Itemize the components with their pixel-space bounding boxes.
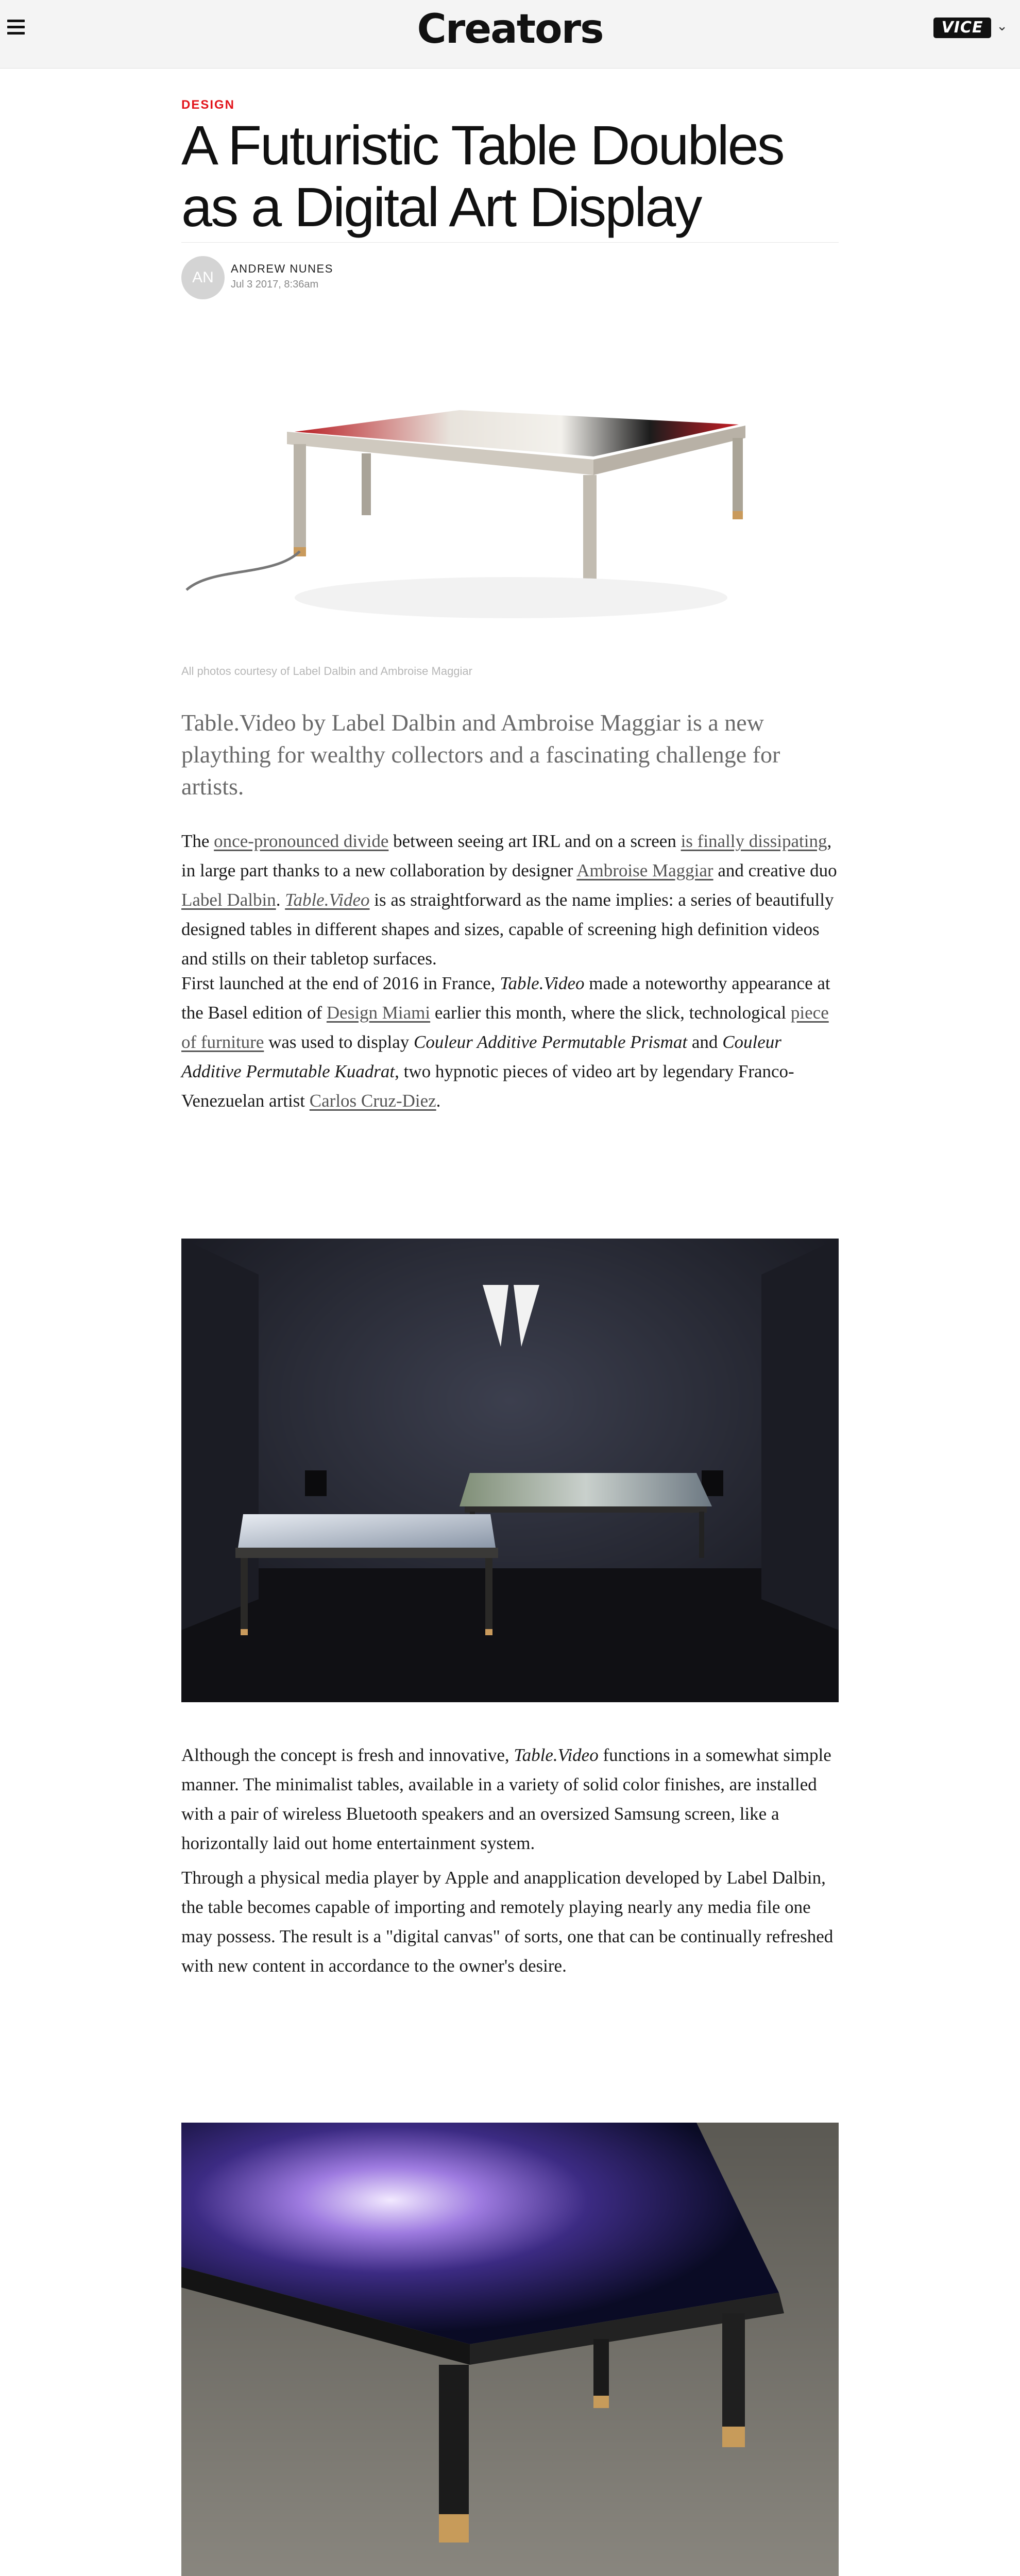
link-table-video[interactable]: Table.Video [285, 890, 370, 910]
publish-date: Jul 3 2017, 8:36am [231, 279, 319, 290]
text: The [181, 831, 214, 851]
gallery-room-photo [181, 1239, 839, 1702]
text: . [436, 1091, 441, 1111]
text: Although the concept is fresh and innovative, [181, 1745, 514, 1765]
photo-caption: All photos courtesy of Label Dalbin and Ambroise Maggiar [181, 665, 472, 677]
text: functions in a somewhat simple manner. The minimalist tables, available in a variety of solid color finishes, are installed with a pair of wireless Bluetooth speakers and an oversized Samsung screen, like a horizontally laid out home entertainment system. [181, 1745, 831, 1853]
author-name[interactable]: ANDREW NUNES [231, 262, 333, 275]
text: First launched at the end of 2016 in France, [181, 973, 500, 993]
link-ambroise-maggiar[interactable]: Ambroise Maggiar [576, 860, 713, 880]
site-header [0, 0, 1020, 69]
link-once-pronounced-divide[interactable]: once-pronounced divide [214, 831, 389, 851]
paragraph-3 [181, 1740, 839, 1858]
text: , two hypnotic pieces of video art by legendary Franco-Venezuelan artist [181, 1061, 794, 1111]
text: and creative duo [713, 860, 837, 880]
emphasis: Couleur Additive Permutable Kuadrat [181, 1032, 781, 1081]
text: made a noteworthy appearance at the Basel edition of [181, 973, 830, 1023]
text: . [276, 890, 285, 910]
article-kicker[interactable]: DESIGN [181, 98, 235, 112]
site-logo[interactable]: Creators [417, 6, 603, 53]
hero-image [181, 309, 839, 644]
emphasis: Couleur Additive Permutable Prismat [414, 1032, 688, 1052]
article-dek: Table.Video by Label Dalbin and Ambroise Maggiar is a new plaything for wealthy collectors and a fascinating challenge for artists. [181, 709, 780, 800]
paragraph-4 [181, 1863, 839, 1980]
emphasis: Table.Video [500, 973, 585, 993]
byline [181, 242, 839, 299]
link-piece-of-furniture[interactable]: piece of furniture [181, 1003, 829, 1052]
text: between seeing art IRL and on a screen [388, 831, 681, 851]
link-carlos-cruz-diez[interactable]: Carlos Cruz-Diez [309, 1091, 436, 1111]
text: and [687, 1032, 723, 1052]
paragraph-1 [181, 826, 839, 973]
link-is-finally-dissipating[interactable]: is finally dissipating [681, 831, 827, 851]
emphasis: Table.Video [514, 1745, 599, 1765]
text: , in large part thanks to a new collaboration by designer [181, 831, 832, 880]
link-label-dalbin[interactable]: Label Dalbin [181, 890, 276, 910]
link-design-miami[interactable]: Design Miami [326, 1003, 431, 1023]
vice-logo[interactable]: VICE [933, 18, 991, 38]
article-title: A Futuristic Table Doubles as a Digital Art Display [181, 114, 784, 238]
text: is as straightforward as the name implies: a series of beautifully designed tables in different shapes and sizes, capable of screening high definition videos and stills on their tabletop surfaces. [181, 890, 834, 969]
paragraph-2 [181, 969, 839, 1115]
author-avatar[interactable]: AN [181, 256, 225, 299]
nebula-table-photo [181, 2123, 839, 2576]
text: Through a physical media player by Apple and anapplication developed by Label Dalbin, the table becomes capable of importing and remotely playing nearly any media file one may possess. The result is a "digital canvas" of sorts, one that can be continually refreshed with new content in accordance to the owner's desire. [181, 1868, 834, 1976]
text: earlier this month, where the slick, technological [430, 1003, 791, 1023]
text: was used to display [264, 1032, 414, 1052]
chevron-down-icon[interactable]: ⌄ [996, 19, 1008, 34]
